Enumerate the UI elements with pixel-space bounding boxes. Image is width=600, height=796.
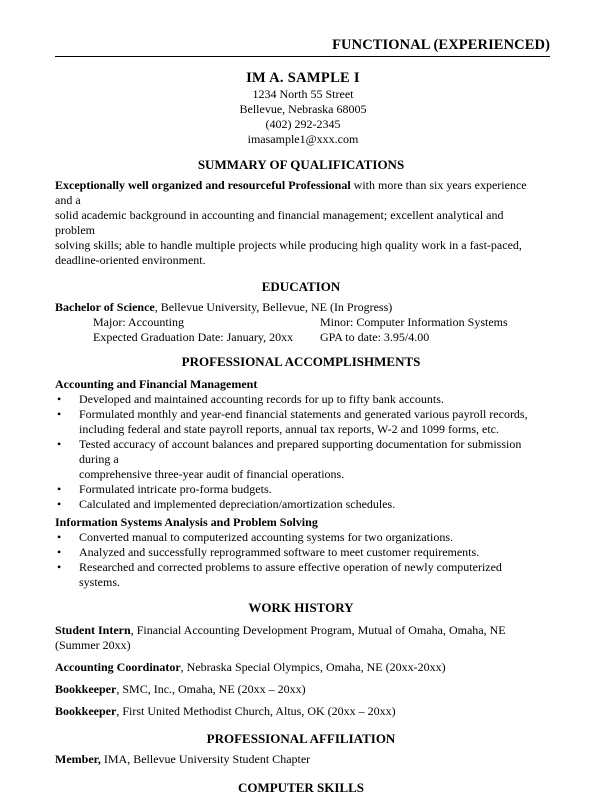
phone-number: (402) 292-2345 xyxy=(265,117,341,131)
summary-text xyxy=(55,178,545,268)
group-1-heading: Accounting and Financial Management xyxy=(55,377,258,391)
job-entry: Student Intern, Financial Accounting Development Program, Mutual of Omaha, Omaha, NE (Summer 20xx) xyxy=(55,623,506,652)
major: Major: Accounting xyxy=(93,315,184,329)
affiliation-title: PROFESSIONAL AFFILIATION xyxy=(206,731,396,746)
member-detail: IMA, Bellevue University Student Chapter xyxy=(100,752,311,766)
summary-lead: Exceptionally well organized and resourceful Professional xyxy=(55,178,351,192)
graduation-date: Expected Graduation Date: January, 20xx xyxy=(93,330,294,344)
candidate-name: IM A. SAMPLE I xyxy=(246,70,360,86)
bullet-icon: • xyxy=(57,530,62,544)
list-item: • Tested accuracy of account balances and prepared supporting documentation for submission during a comprehensive three-year audit of financial operations. xyxy=(57,437,522,481)
summary-line3: solving skills; able to handle multiple projects while producing high quality work in a fast-paced, xyxy=(55,238,522,252)
minor: Minor: Computer Information Systems xyxy=(320,315,508,329)
gpa: GPA to date: 3.95/4.00 xyxy=(320,330,430,344)
street-address: 1234 North 55 Street xyxy=(252,87,354,101)
list-item: • Calculated and implemented depreciation/amortization schedules. xyxy=(57,497,396,511)
member-label: Member, xyxy=(55,752,101,766)
affiliation-entry xyxy=(55,752,545,767)
city-state-zip: Bellevue, Nebraska 68005 xyxy=(239,102,367,116)
bullet-icon: • xyxy=(57,497,62,511)
summary-title: SUMMARY OF QUALIFICATIONS xyxy=(197,157,405,172)
summary-line4: deadline-oriented environment. xyxy=(55,253,206,267)
list-item: • Researched and corrected problems to assure effective operation of newly computerized systems. xyxy=(57,560,502,589)
group-2-heading: Information Systems Analysis and Problem Solving xyxy=(55,515,318,529)
bullet-icon: • xyxy=(57,560,62,574)
work-history-title: WORK HISTORY xyxy=(248,600,354,615)
list-item: • Formulated intricate pro-forma budgets. xyxy=(57,482,272,496)
accomplishments-group-2 xyxy=(55,515,545,590)
bullet-icon: • xyxy=(57,392,62,406)
job-entry: Bookkeeper, First United Methodist Church, Altus, OK (20xx – 20xx) xyxy=(55,704,396,718)
bullet-icon: • xyxy=(57,407,62,421)
group-1-list xyxy=(55,392,545,512)
education-title: EDUCATION xyxy=(261,279,341,294)
email-address[interactable]: imasample1@xxx.com xyxy=(247,132,359,146)
accomplishments-title: PROFESSIONAL ACCOMPLISHMENTS xyxy=(181,354,421,369)
list-item: • Formulated monthly and year-end financial statements and generated various payroll records, including federal and state payroll reports, annual tax reports, W-2 and 1099 forms, etc. xyxy=(57,407,528,436)
computer-skills-title: COMPUTER SKILLS xyxy=(237,780,365,795)
education-block xyxy=(55,300,545,345)
bullet-icon: • xyxy=(57,545,62,559)
group-2-list xyxy=(55,530,545,590)
job-entry: Bookkeeper, SMC, Inc., Omaha, NE (20xx – 20xx) xyxy=(55,682,306,696)
document-type-label: FUNCTIONAL (EXPERIENCED) xyxy=(332,37,550,53)
accomplishments-group-1 xyxy=(55,377,545,512)
degree-detail: , Bellevue University, Bellevue, NE (In Progress) xyxy=(154,300,393,314)
contact-header xyxy=(61,70,545,147)
job-entry: Accounting Coordinator, Nebraska Special Olympics, Omaha, NE (20xx-20xx) xyxy=(55,660,446,674)
degree-name: Bachelor of Science xyxy=(55,300,155,314)
bullet-icon: • xyxy=(57,437,62,451)
header-rule xyxy=(55,56,550,57)
list-item: • Analyzed and successfully reprogrammed software to meet customer requirements. xyxy=(57,545,480,559)
summary-line2: solid academic background in accounting and financial management; excellent analytical and problem xyxy=(55,208,504,237)
summary-line1: with more than six years experience and a xyxy=(55,178,527,207)
resume-content xyxy=(55,70,545,796)
bullet-icon: • xyxy=(57,482,62,496)
list-item: • Developed and maintained accounting records for up to fifty bank accounts. xyxy=(57,392,444,406)
list-item: • Converted manual to computerized accounting systems for two organizations. xyxy=(57,530,454,544)
